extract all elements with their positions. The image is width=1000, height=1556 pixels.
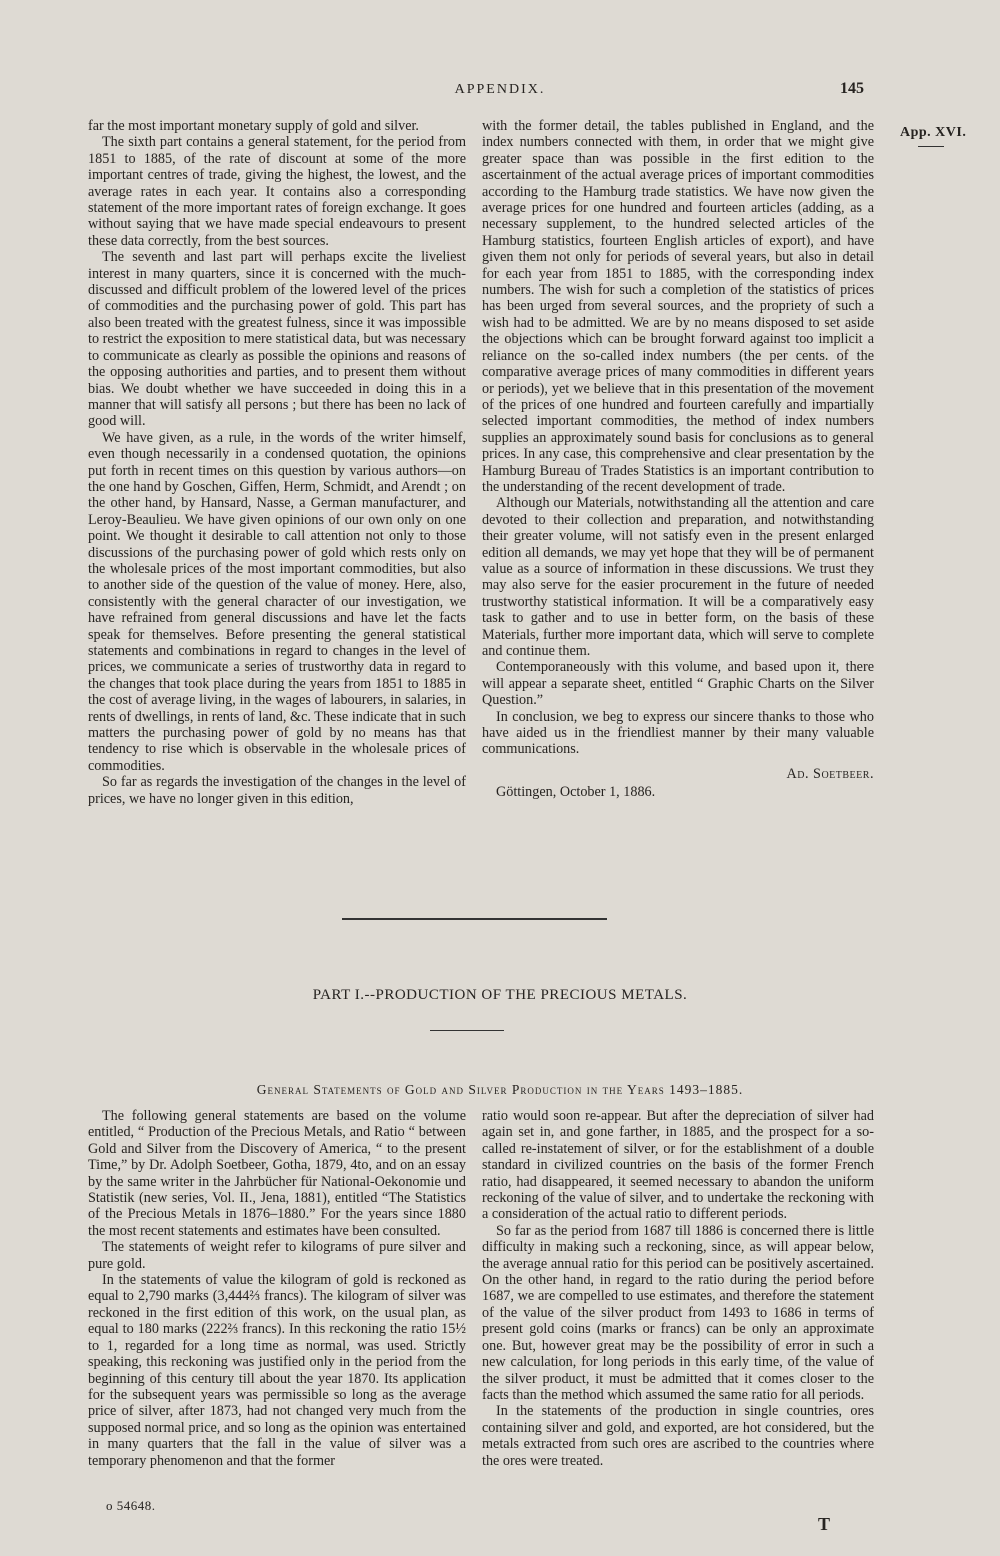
running-head — [0, 80, 1000, 102]
paragraph: Although our Materials, notwithstanding all the attention and care devoted to their collection and preparation, and notwithstanding their greater volume, will not satisfy even in the present enlarged edition all demands, we may yet hope that they will be of permanent value as a source of information in these discussions. We trust they may also serve for the easier procurement in the future of needed trustworthy statistical information. It will be a comparatively easy task to gather and to use in better form, on the basis of these Materials, further more important data, which will serve to complete and continue them. — [482, 495, 874, 659]
paragraph: The seventh and last part will perhaps excite the liveliest interest in many quarters, since it is concerned with the much-discussed and difficult problem of the lowered level of the prices of commodities and the purchasing power of gold. This part has also been treated with the greatest fulness, since it was impossible to restrict the exposition to mere statistical data, but was necessary to communicate as clearly as possible the opinions and reasons of the opposing authorities and parties, and to present them without bias. We doubt whether we have succeeded in doing this in a manner that will satisfy all persons ; but there has been no lack of good will. — [88, 249, 466, 430]
paragraph: The sixth part contains a general statement, for the period from 1851 to 1885, of the rate of discount at some of the more important centres of trade, giving the highest, the lowest, and the average rates in each year. It contains also a corresponding statement of the more important rates of foreign exchange. It goes without saying that we have made special endeavours to present these data correctly, from the best sources. — [88, 134, 466, 249]
paragraph: So far as regards the investigation of the changes in the level of prices, we have no longer given in this edition, — [88, 774, 466, 807]
part-title: PART I.--PRODUCTION OF THE PRECIOUS METALS. — [312, 987, 688, 1003]
paragraph: ratio would soon re-appear. But after the depreciation of silver had again set in, and gone farther, in 1885, and the prospect for a so-called re-instatement of silver, or for the establishment of a double standard in civilized countries on the basis of the former French ratio, had disappeared, it seemed necessary to abandon the uniform reckoning of the value of silver, and to undertake the reckoning with a consideration of the actual ratio to different periods. — [482, 1108, 874, 1223]
side-note-rule — [918, 146, 944, 147]
section-divider — [342, 918, 607, 920]
print-code: o 54648. — [106, 1498, 156, 1513]
paragraph: So far as the period from 1687 till 1886 is concerned there is little difficulty in making such a reckoning, since, as will appear below, the average annual ratio for this period can be positively ascertained. On the other hand, in regard to the ratio during the period before 1687, we are compelled to use estimates, and therefore the statement of the value of the silver product from 1493 to 1686 in terms of present gold coins (marks or francs) can be only an approximate one. But, however great may be the possibility of error in such a new calculation, for long periods in this early time, of the value of the silver product, it must be admitted that it comes closer to the facts than the method which assumed the same ratio for all periods. — [482, 1222, 874, 1403]
paragraph: In the statements of value the kilogram of gold is reckoned as equal to 2,790 marks (3,444⅔ francs). The kilogram of silver was reckoned in the first edition of this work, on the usual plan, as equal to 180 marks (222⅔ francs). In this reckoning the ratio 15½ to 1, regarded for a long time as normal, was used. Strictly speaking, this reckoning was justified only in the period from the beginning of this century till about the year 1870. Its application for the subsequent years was permissible so long as the average price of silver, after 1873, had not changed very much from the supposed normal price, and so long as the opinion was entertained in many quarters that the fall in the value of silver was a temporary phenomenon and that the former — [88, 1272, 466, 1469]
signature: Ad. Soetbeer. — [786, 765, 874, 782]
paragraph: In the statements of the production in single countries, ores containing silver and gold, and exported, are hot considered, but the metals extracted from such ores are ascribed to the countries where the ores were treated. — [482, 1403, 874, 1469]
paragraph: Contemporaneously with this volume, and based upon it, there will appear a separate sheet, entitled “ Graphic Charts on the Silver Question.” — [482, 659, 874, 709]
paragraph: The following general statements are based on the volume entitled, “ Production of the Precious Metals, and Ratio “ between Gold and Silver from the Discovery of America, “ to the present Time,” by Dr. Adolph Soetbeer, Gotha, 1879, 4to, and on an essay by the same writer in the Jahrbücher für National-Oekonomie und Statistik (new series, Vol. II., Jena, 1881), entitled “The Statistics of the Precious Metals in 1876–1880.” For the years since 1880 the most recent statements and estimates have been consulted. — [88, 1108, 466, 1239]
column-upper-right — [482, 118, 874, 801]
part-title-rule — [430, 1030, 504, 1031]
column-upper-left — [88, 118, 466, 807]
paragraph: with the former detail, the tables published in England, and the index numbers connected with them, in order that we might give greater space than was possible in the first edition to the ascertainment of the actual average prices of important commodities according to the Hamburg trade statistics. We have now given the average prices for one hundred and fourteen articles (adding, as a necessary supplement, to the hundred selected articles of the Hamburg statistics, fourteen English articles of export), and have given them not only for periods of several years, but also in detail for each year from 1851 to 1885, with the corresponding index numbers. The wish for such a completion of the statistics of prices has been urged from several sources, and the propriety of such a wish had to be admitted. We are by no means disposed to set aside the objections which can be brought forward against too implicit a reliance on the so-called index numbers (the per cents. of the comparative average prices of many commodities in different years or periods), yet we believe that in this presentation of the movement of the prices of one hundred and fourteen carefully and impartially selected important commodities, the method of index numbers supplies an approximately sound basis for conclusions as to general prices. In any case, this comprehensive and clear presentation by the Hamburg Bureau of Trades Statistics is an important contribution to the understanding of the recent development of trade. — [482, 118, 874, 495]
signature-mark: T — [818, 1514, 831, 1534]
paragraph: In conclusion, we beg to express our sincere thanks to those who have aided us in the friendliest manner by their many valuable communications. — [482, 708, 874, 758]
page-number: 145 — [840, 80, 864, 97]
appendix-side-note: App. XVI. — [900, 125, 967, 140]
column-lower-left — [88, 1108, 466, 1469]
paragraph: We have given, as a rule, in the words of the writer himself, even though necessarily in a condensed quotation, the opinions put forth in recent times on this question by various authors—on the one hand by Goschen, Giffen, Herm, Schmidt, and Arendt ; on the other hand, by Hansard, Nasse, a German manufacturer, and Leroy-Beaulieu. We have given opinions of our own only on one point. We thought it desirable to call attention not only to those discussions of the purchasing power of gold which rests only on the wholesale prices of the most important commodities, but also to another side of the question of the value of money. Here, also, consistently with the general character of our investigation, we have refrained from general discussions and have let the facts speak for themselves. Before presenting the general statistical statements and combinations in regard to changes in the level of prices, we communicate a series of trustworthy data in regard to the changes that took place during the years from 1851 to 1885 in the cost of average living, in the wages of labourers, in salaries, in rents of dwellings, in rents of land, &c. These indicate that in such matters the purchasing power of gold by no means has that tendency to rise which is observable in the wholesale prices of commodities. — [88, 429, 466, 774]
paragraph: far the most important monetary supply of gold and silver. — [88, 118, 419, 134]
section-title: General Statements of Gold and Silver Production in the Years 1493–1885. — [256, 1082, 744, 1097]
paragraph: The statements of weight refer to kilograms of pure silver and pure gold. — [88, 1239, 466, 1272]
dateline: Göttingen, October 1, 1886. — [496, 784, 656, 801]
column-lower-right — [482, 1108, 874, 1469]
running-head-title: APPENDIX. — [454, 82, 546, 97]
